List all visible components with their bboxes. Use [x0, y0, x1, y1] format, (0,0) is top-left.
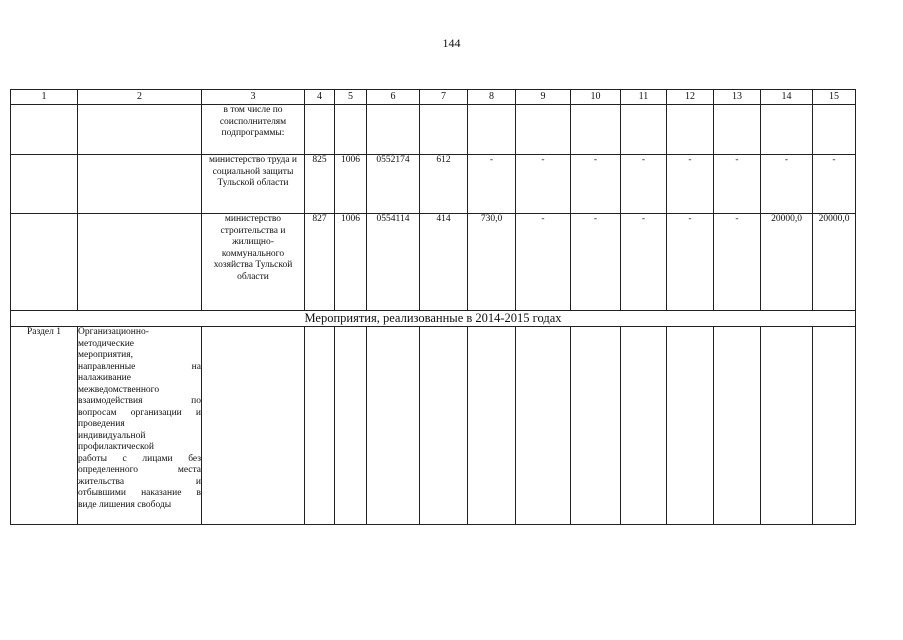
razdel-label: Раздел 1 [11, 327, 78, 525]
header-cell: 9 [516, 90, 571, 105]
row-label: в том числе по соисполнителям подпрограммы: [202, 105, 305, 155]
header-cell: 2 [78, 90, 202, 105]
row-label: министерство строительства и жилищно-коммунального хозяйства Тульской области [202, 214, 305, 311]
budget-table [10, 89, 856, 525]
table-row: министерство труда и социальной защиты Тульской области 825 1006 0552174 612 - - - - - - - - [11, 155, 856, 214]
header-cell: 4 [305, 90, 335, 105]
header-cell: 3 [202, 90, 305, 105]
header-cell: 7 [420, 90, 468, 105]
section-title: Мероприятия, реализованные в 2014-2015 годах [11, 311, 856, 327]
razdel-description: Организационно- методические мероприятия, направленные на налаживание межведомственного взаимодействия по вопросам организации и проведения индивидуальной профилактической работы с лицами без определенного места жительства и отбывшими наказание в виде лишения свободы [78, 327, 202, 525]
header-cell: 12 [667, 90, 714, 105]
section-row [11, 311, 856, 327]
row-label: министерство труда и социальной защиты Тульской области [202, 155, 305, 214]
header-cell: 10 [571, 90, 621, 105]
table-row: министерство строительства и жилищно-коммунального хозяйства Тульской области 827 1006 0554114 414 730,0 - - - - - 20000,0 20000,0 [11, 214, 856, 311]
table-row [11, 327, 856, 525]
header-cell: 6 [367, 90, 420, 105]
header-cell: 13 [714, 90, 761, 105]
header-cell: 14 [761, 90, 813, 105]
page-number: 144 [442, 36, 461, 50]
header-row [11, 90, 856, 105]
table-row [11, 105, 856, 155]
header-cell: 5 [335, 90, 367, 105]
header-cell: 11 [621, 90, 667, 105]
header-cell: 1 [11, 90, 78, 105]
header-cell: 8 [468, 90, 516, 105]
header-cell: 15 [813, 90, 856, 105]
